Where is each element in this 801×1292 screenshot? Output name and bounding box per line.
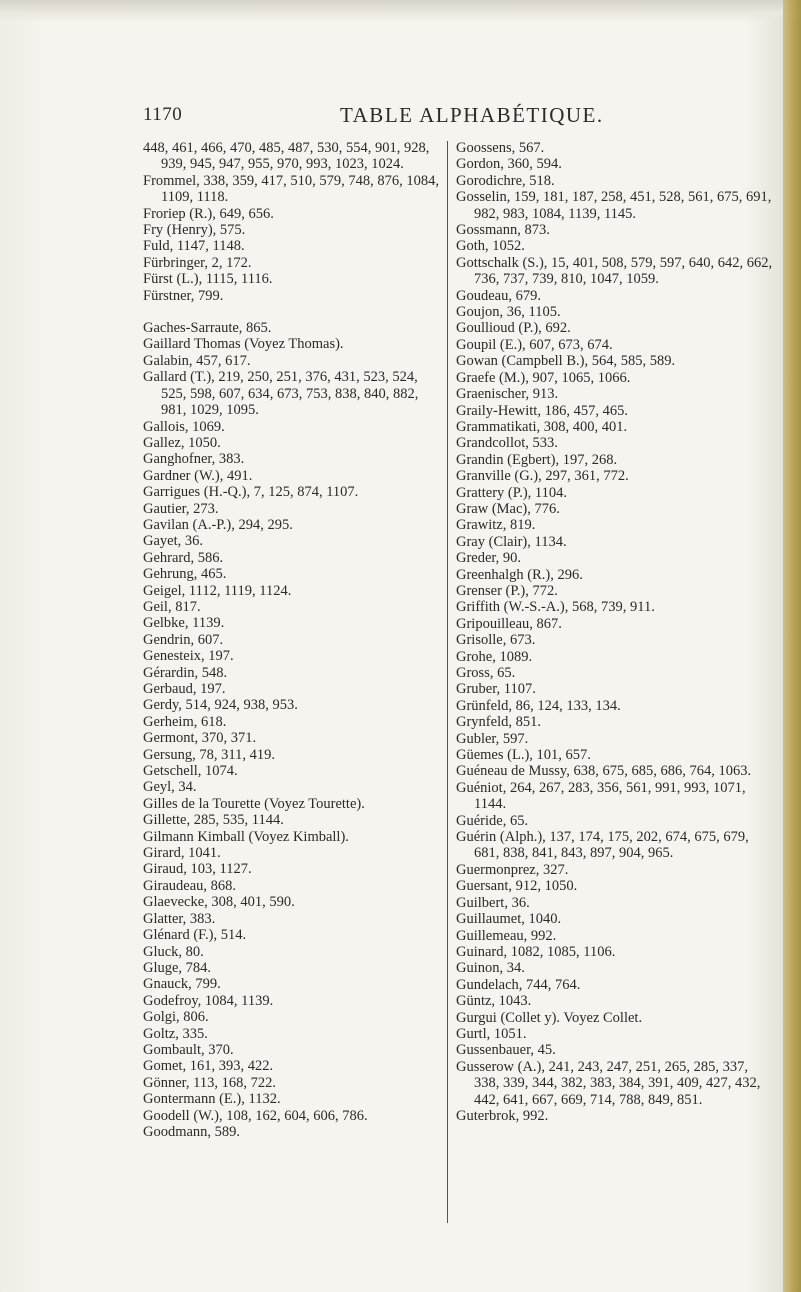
- index-entry: Garrigues (H.-Q.), 7, 125, 874, 1107.: [143, 484, 359, 501]
- index-entry: Goudeau, 679.: [456, 287, 541, 304]
- index-entry: Giraud, 103, 1127.: [143, 861, 252, 878]
- index-entry: Gundelach, 744, 764.: [456, 976, 581, 993]
- index-entry: Fürst (L.), 1115, 1116.: [143, 271, 273, 288]
- index-entry: Graefe (M.), 907, 1065, 1066.: [456, 369, 631, 386]
- index-entry: Glénard (F.), 514.: [143, 927, 247, 944]
- page-top-shadow: [0, 0, 801, 22]
- index-entry: Gehrard, 586.: [143, 549, 224, 566]
- index-entry: Graw (Mac), 776.: [456, 500, 560, 517]
- index-entry: Gerdy, 514, 924, 938, 953.: [143, 697, 298, 714]
- index-entry: Gersung, 78, 311, 419.: [143, 746, 275, 763]
- index-entry: Glaevecke, 308, 401, 590.: [143, 894, 295, 911]
- index-entry: Gussenbauer, 45.: [456, 1042, 556, 1059]
- index-entry: Gérardin, 548.: [143, 664, 228, 681]
- index-entry: Gowan (Campbell B.), 564, 585, 589.: [456, 353, 676, 370]
- index-entry: Gluge, 784.: [143, 959, 212, 976]
- page-right-edge: [783, 0, 801, 1292]
- index-entry: Gallois, 1069.: [143, 418, 225, 435]
- index-entry: Gnauck, 799.: [143, 976, 221, 993]
- index-entry: Grattery (P.), 1104.: [456, 484, 568, 501]
- index-entry: Geyl, 34.: [143, 779, 197, 796]
- index-entry: Gontermann (E.), 1132.: [143, 1091, 281, 1108]
- index-entry: Gallez, 1050.: [143, 434, 221, 451]
- index-entry: Gombault, 370.: [143, 1041, 234, 1058]
- index-entry: Gurtl, 1051.: [456, 1025, 527, 1042]
- index-entry: Ganghofner, 383.: [143, 451, 245, 468]
- index-entry: Granville (G.), 297, 361, 772.: [456, 468, 629, 485]
- index-entry: Gerbaud, 197.: [143, 681, 226, 697]
- index-entry: Gottschalk (S.), 15, 401, 508, 579, 597, 640, 642, 662, 736, 737, 739, 810, 1047, 1059.: [456, 254, 773, 288]
- index-entry: Gilmann Kimball (Voyez Kimball).: [143, 828, 349, 845]
- page-title: TABLE ALPHABÉTIQUE.: [340, 103, 604, 127]
- index-column-right: [456, 140, 774, 1124]
- index-entry: Grünfeld, 86, 124, 133, 134.: [456, 697, 621, 714]
- index-entry: Goth, 1052.: [456, 238, 525, 255]
- index-entry: Greder, 90.: [456, 550, 522, 567]
- index-entry: Giraudeau, 868.: [143, 877, 237, 894]
- index-entry: Griffith (W.-S.-A.), 568, 739, 911.: [456, 599, 655, 616]
- index-entry: Gossmann, 873.: [456, 222, 550, 239]
- index-entry: Guéride, 65.: [456, 812, 529, 829]
- index-entry: Gurgui (Collet y). Voyez Collet.: [456, 1009, 643, 1026]
- index-entry: Guérin (Alph.), 137, 174, 175, 202, 674, 675, 679, 681, 838, 841, 843, 897, 904, 965.: [456, 829, 749, 862]
- index-entry: Guermonprez, 327.: [456, 861, 569, 878]
- index-entry: Gomet, 161, 393, 422.: [143, 1058, 274, 1075]
- index-entry: Girard, 1041.: [143, 845, 221, 862]
- index-entry: Gautier, 273.: [143, 500, 219, 517]
- index-entry: Guéniot, 264, 267, 283, 356, 561, 991, 993, 1071, 1144.: [456, 779, 746, 813]
- index-entry: Geil, 817.: [143, 598, 201, 615]
- index-entry: Guillaumet, 1040.: [456, 911, 562, 928]
- index-entry: Gilles de la Tourette (Voyez Tourette).: [143, 795, 365, 812]
- index-entry: Gluck, 80.: [143, 943, 204, 960]
- index-entry: Geigel, 1112, 1119, 1124.: [143, 582, 292, 599]
- index-entry: Gerheim, 618.: [143, 713, 227, 730]
- index-entry: Goodell (W.), 108, 162, 604, 606, 786.: [143, 1107, 368, 1124]
- index-entry: 448, 461, 466, 470, 485, 487, 530, 554, 901, 928, 939, 945, 947, 955, 970, 993, 1023, 1024.: [143, 140, 430, 173]
- index-entry: Gorodichre, 518.: [456, 172, 555, 189]
- index-entry: Güntz, 1043.: [456, 993, 532, 1010]
- index-entry: Gaches-Sarraute, 865.: [143, 320, 272, 337]
- index-entry: Goujon, 36, 1105.: [456, 304, 561, 321]
- index-entry: Gavilan (A.-P.), 294, 295.: [143, 516, 293, 533]
- index-entry: Guilbert, 36.: [456, 894, 530, 911]
- index-entry: Frommel, 338, 359, 417, 510, 579, 748, 876, 1084, 1109, 1118.: [143, 172, 440, 206]
- page-number: 1170: [143, 104, 183, 125]
- index-entry: Fry (Henry), 575.: [143, 222, 246, 239]
- index-entry: Gubler, 597.: [456, 730, 529, 747]
- index-entry: Germont, 370, 371.: [143, 730, 257, 747]
- index-entry: Guinon, 34.: [456, 960, 525, 977]
- index-entry: Fürstner, 799.: [143, 287, 224, 304]
- index-entry: Grenser (P.), 772.: [456, 582, 558, 599]
- index-entry: Grynfeld, 851.: [456, 714, 541, 731]
- index-entry: Grammatikati, 308, 400, 401.: [456, 418, 628, 435]
- index-entry: Gaillard Thomas (Voyez Thomas).: [143, 336, 344, 353]
- index-entry: Greenhalgh (R.), 296.: [456, 566, 583, 583]
- index-entry: Gosselin, 159, 181, 187, 258, 451, 528, 561, 675, 691, 982, 983, 1084, 1139, 1145.: [456, 189, 772, 222]
- index-entry: Froriep (R.), 649, 656.: [143, 205, 274, 222]
- index-entry: Guéneau de Mussy, 638, 675, 685, 686, 764, 1063.: [456, 763, 752, 780]
- index-entry: Goltz, 335.: [143, 1025, 208, 1042]
- index-entry: Gordon, 360, 594.: [456, 156, 562, 173]
- index-entry: Goupil (E.), 607, 673, 674.: [456, 336, 613, 353]
- column-divider: [447, 141, 448, 1223]
- index-entry: Grisolle, 673.: [456, 632, 536, 649]
- index-entry: Grawitz, 819.: [456, 517, 536, 534]
- index-entry: Golgi, 806.: [143, 1009, 209, 1026]
- index-entry: Fuld, 1147, 1148.: [143, 238, 245, 255]
- index-entry: Guinard, 1082, 1085, 1106.: [456, 943, 616, 960]
- index-entry: Gelbke, 1139.: [143, 615, 225, 632]
- index-entry: Goodmann, 589.: [143, 1123, 241, 1140]
- index-entry: Guillemeau, 992.: [456, 927, 557, 944]
- index-entry: Grandcollot, 533.: [456, 435, 558, 452]
- index-column-left: [143, 140, 440, 1140]
- index-entry: Gardner (W.), 491.: [143, 467, 253, 484]
- index-entry: Glatter, 383.: [143, 910, 216, 927]
- index-entry: Gray (Clair), 1134.: [456, 533, 567, 550]
- index-entry: Gönner, 113, 168, 722.: [143, 1074, 276, 1091]
- index-entry: Getschell, 1074.: [143, 763, 238, 780]
- index-entry: Goossens, 567.: [456, 140, 545, 156]
- index-entry: Grandin (Egbert), 197, 268.: [456, 451, 618, 468]
- index-entry: Fürbringer, 2, 172.: [143, 254, 252, 271]
- index-entry: Godefroy, 1084, 1139.: [143, 992, 274, 1009]
- index-entry: Gusserow (A.), 241, 243, 247, 251, 265, 285, 337, 338, 339, 344, 382, 383, 384, 391, 409, 427, 432, 442, 641, 667, 669, 714, 788, 849, 851.: [456, 1058, 761, 1108]
- index-entry: Genesteix, 197.: [143, 648, 234, 665]
- index-entry: Gallard (T.), 219, 250, 251, 376, 431, 523, 524, 525, 598, 607, 634, 673, 753, 838, 840, 882, 981, 1029, 1095.: [143, 369, 419, 419]
- index-entry: Galabin, 457, 617.: [143, 352, 251, 369]
- index-entry: Graily-Hewitt, 186, 457, 465.: [456, 402, 628, 419]
- index-entry: Gendrin, 607.: [143, 631, 224, 648]
- index-entry: Goullioud (P.), 692.: [456, 320, 571, 337]
- index-entry: Gayet, 36.: [143, 533, 203, 550]
- index-entry: Gruber, 1107.: [456, 681, 536, 698]
- index-entry: Guterbrok, 992.: [456, 1107, 549, 1124]
- index-entry: Guersant, 912, 1050.: [456, 878, 578, 895]
- index-entry: Güemes (L.), 101, 657.: [456, 747, 591, 764]
- index-entry: Graenischer, 913.: [456, 386, 559, 403]
- page-header: [0, 104, 801, 132]
- index-entry: Gripouilleau, 867.: [456, 615, 562, 632]
- index-entry: Grohe, 1089.: [456, 648, 533, 665]
- index-entry: Gross, 65.: [456, 665, 516, 681]
- index-entry: Gillette, 285, 535, 1144.: [143, 812, 284, 829]
- index-entry: Gehrung, 465.: [143, 566, 227, 583]
